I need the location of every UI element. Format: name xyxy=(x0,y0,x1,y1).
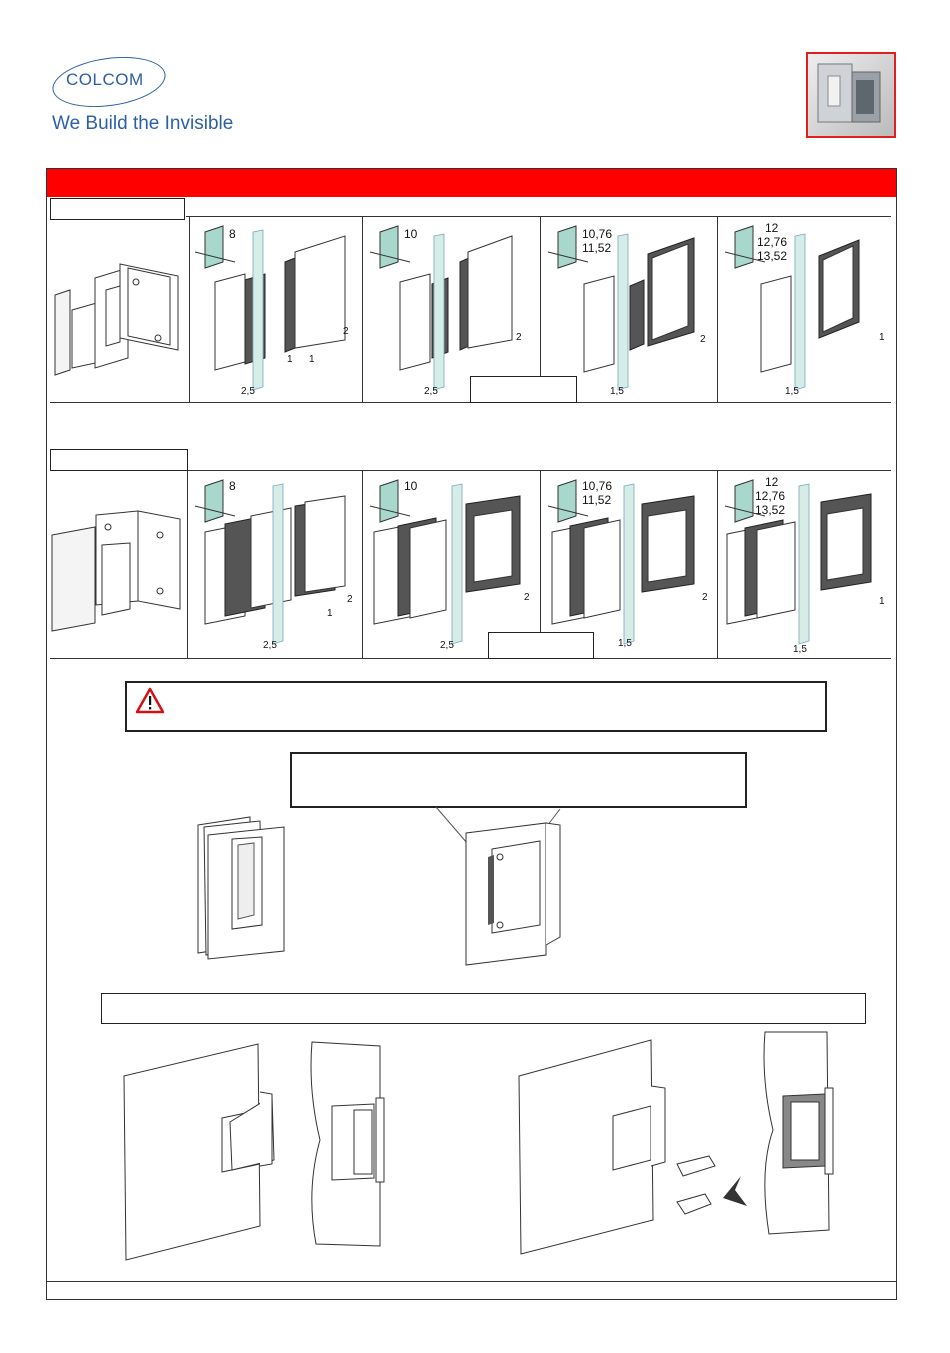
thickness-label: 8 xyxy=(229,227,236,241)
exploded-view-10-76-glass xyxy=(548,476,713,654)
warning-box xyxy=(125,681,827,732)
svg-text:13,52: 13,52 xyxy=(755,503,786,517)
svg-text:2: 2 xyxy=(347,594,353,605)
svg-text:2: 2 xyxy=(343,326,349,337)
tagline: We Build the Invisible xyxy=(52,113,234,134)
svg-text:1: 1 xyxy=(287,354,293,365)
svg-text:2: 2 xyxy=(702,592,708,603)
hinge-overview-drawing-1 xyxy=(50,250,185,390)
svg-text:1,5: 1,5 xyxy=(618,638,632,649)
footer-rule xyxy=(46,1281,897,1282)
svg-text:1: 1 xyxy=(879,332,885,343)
exploded-view-10mm-wall xyxy=(370,222,535,398)
svg-text:12: 12 xyxy=(765,475,779,489)
row2-divider xyxy=(362,471,363,658)
svg-text:1,5: 1,5 xyxy=(793,644,807,655)
svg-text:11,52: 11,52 xyxy=(582,241,612,255)
svg-text:10,76: 10,76 xyxy=(582,479,613,493)
svg-text:10: 10 xyxy=(404,227,418,241)
row1-top-rule xyxy=(186,216,891,217)
svg-text:1: 1 xyxy=(327,608,333,619)
exploded-view-8mm-glass xyxy=(195,476,360,654)
svg-text:1: 1 xyxy=(879,596,885,607)
exploded-view-8mm-wall xyxy=(195,222,360,398)
row1-divider xyxy=(189,217,190,402)
row2-divider xyxy=(717,471,718,658)
svg-text:2,5: 2,5 xyxy=(263,640,277,651)
exploded-view-10mm-glass xyxy=(370,476,535,654)
svg-text:2: 2 xyxy=(700,334,706,345)
hinge-assembled-drawing xyxy=(430,805,580,970)
svg-text:12,76: 12,76 xyxy=(755,489,786,503)
row1-divider xyxy=(540,217,541,402)
hinge-overview-drawing-2 xyxy=(50,505,185,645)
warning-icon xyxy=(135,687,165,715)
product-thumbnail xyxy=(806,52,896,138)
row1-label-box xyxy=(50,198,185,220)
exploded-view-12mm-glass xyxy=(725,476,890,654)
svg-text:11,52: 11,52 xyxy=(582,493,612,507)
svg-text:13,52: 13,52 xyxy=(757,249,788,263)
hinge-front-drawing xyxy=(190,805,290,965)
svg-text:2,5: 2,5 xyxy=(241,386,255,397)
svg-text:10,76: 10,76 xyxy=(582,227,613,241)
exploded-view-12mm-wall xyxy=(725,222,890,398)
logo-text: COLCOM xyxy=(66,70,144,89)
svg-text:1,5: 1,5 xyxy=(785,386,799,397)
svg-text:2,5: 2,5 xyxy=(440,640,454,651)
section-header-bar xyxy=(47,169,896,197)
mount-drawing-left xyxy=(120,1040,390,1265)
row2-label-box xyxy=(50,449,188,471)
row2-divider xyxy=(187,471,188,658)
svg-text:1,5: 1,5 xyxy=(610,386,624,397)
row2-bottom-rule xyxy=(50,658,891,659)
svg-text:12: 12 xyxy=(765,221,779,235)
svg-text:2: 2 xyxy=(524,592,530,603)
row2-divider xyxy=(540,471,541,658)
exploded-view-10-76-wall xyxy=(548,222,713,398)
svg-text:2,5: 2,5 xyxy=(424,386,438,397)
step-box xyxy=(101,993,866,1024)
svg-text:12,76: 12,76 xyxy=(757,235,788,249)
row1-divider xyxy=(717,217,718,402)
svg-text:10: 10 xyxy=(404,479,418,493)
svg-text:1: 1 xyxy=(309,354,315,365)
svg-text:2: 2 xyxy=(516,332,522,343)
instruction-box xyxy=(290,752,747,808)
row1-divider xyxy=(362,217,363,402)
svg-text:8: 8 xyxy=(229,479,236,493)
brand-logo xyxy=(52,58,252,138)
mount-drawing-right xyxy=(515,1030,845,1260)
